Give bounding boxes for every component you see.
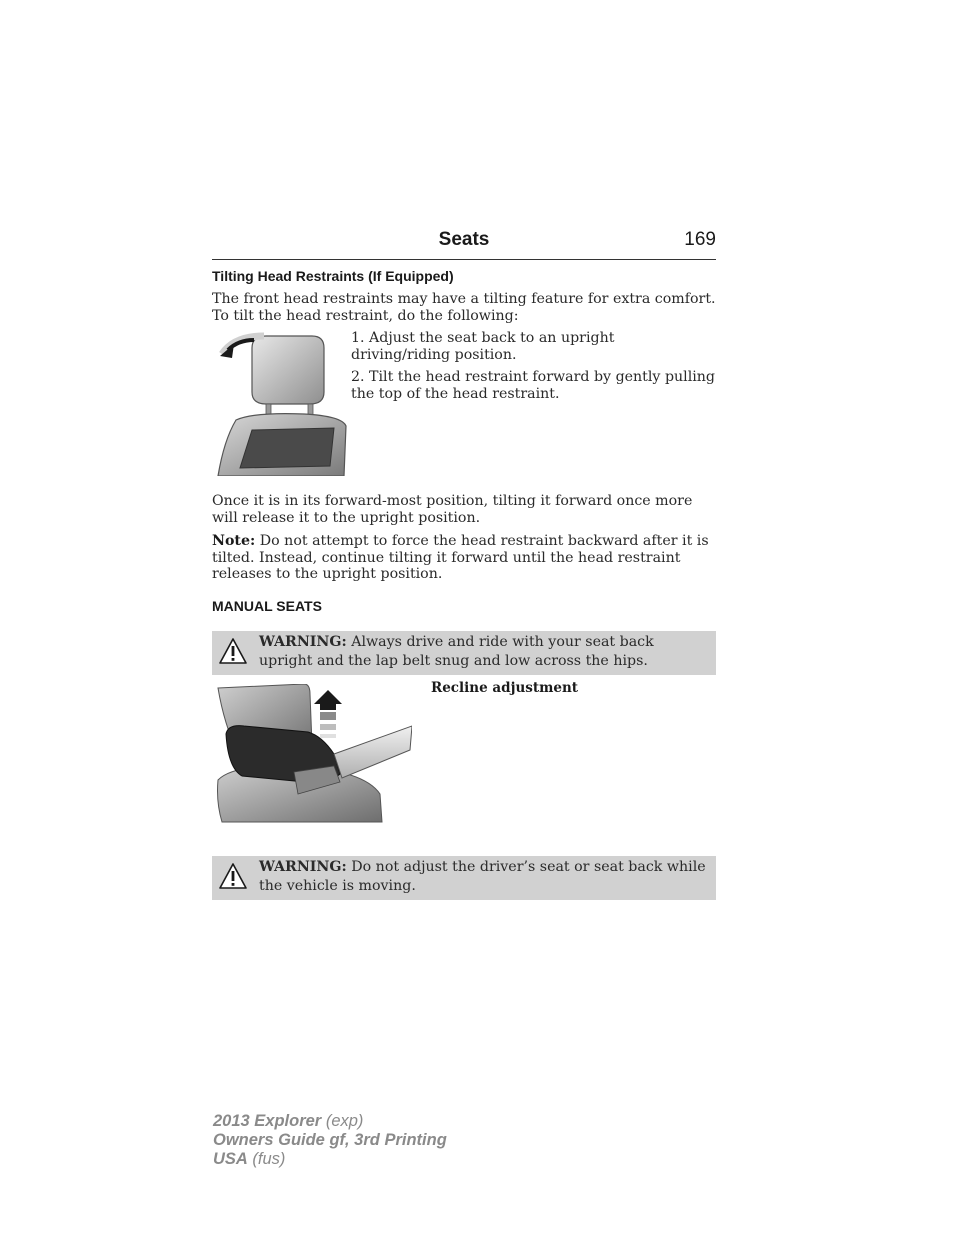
warning-label: WARNING: [259,634,347,650]
subsection-heading: Tilting Head Restraints (If Equipped) [212,268,454,284]
figure-caption: Recline adjustment [431,680,579,696]
warning-triangle-icon [218,637,248,665]
warning-text-2 [259,858,710,895]
recline-lever-illustration [214,684,412,824]
footer-market: USA [213,1150,248,1168]
step-2: 2. Tilt the head restraint forward by gently pulling the top of the head restraint. [351,369,715,402]
footer-model-code: (exp) [321,1112,364,1130]
page-header [212,229,716,260]
page-number: 169 [684,229,716,250]
footer-model: 2013 Explorer [213,1112,322,1130]
section-title: Seats [438,229,490,250]
step-1: 1. Adjust the seat back to an upright driving/riding position. [351,330,615,363]
note-text: Do not attempt to force the head restraint backward after it is tilted. Instead, continue tilting it forward until the head restraint releases to the upright position. [212,533,709,582]
footer-guide: Owners Guide gf, 3rd Printing [213,1131,447,1149]
manual-seats-heading: MANUAL SEATS [212,598,322,614]
page-footer [213,1112,447,1169]
note-label: Note: [212,533,256,549]
warning-message-2: Do not adjust the driver’s seat or seat back while the vehicle is moving. [259,859,706,894]
intro-paragraph: The front head restraints may have a tilting feature for extra comfort. To tilt the head restraint, do the following: [212,291,716,324]
release-paragraph: Once it is in its forward-most position, tilting it forward once more will release it to the upright position. [212,493,693,526]
footer-market-code: (fus) [247,1150,286,1168]
note-paragraph [212,533,716,583]
footer-line-1 [213,1112,447,1131]
warning-box-2 [212,856,716,900]
footer-line-3 [213,1150,447,1169]
warning-box [212,631,716,675]
warning-label-2: WARNING: [259,859,347,875]
warning-message: Always drive and ride with your seat back upright and the lap belt snug and low across the hips. [259,634,654,669]
warning-text [259,633,710,670]
footer-line-2 [213,1131,447,1150]
warning-triangle-icon [218,862,248,890]
head-restraint-illustration [214,330,348,476]
up-arrow-icon [314,690,342,738]
